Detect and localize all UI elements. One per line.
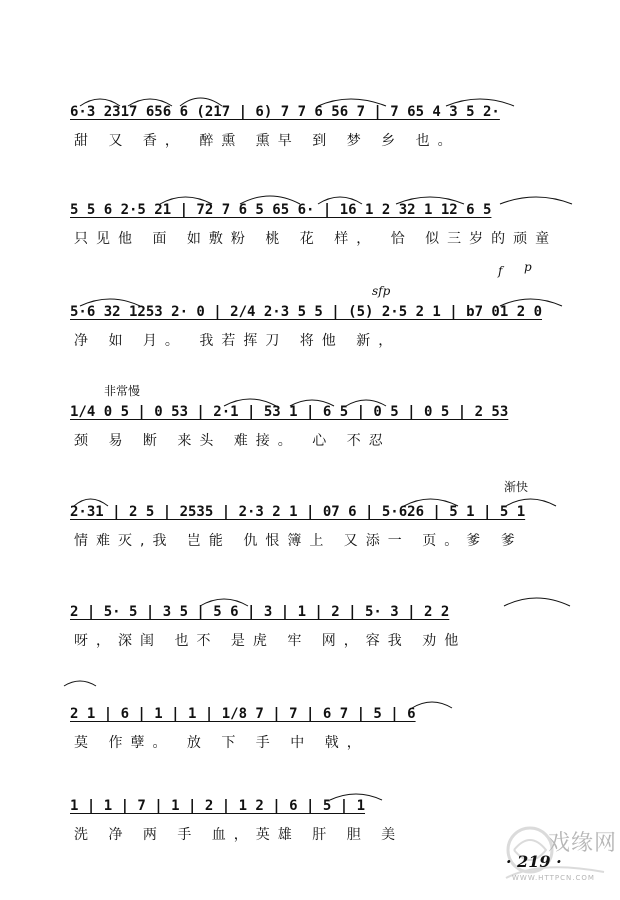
watermark-brand: 戏缘网 <box>548 831 618 856</box>
dynamic-f: f <box>498 264 503 278</box>
page-number: · 219 · <box>506 852 562 871</box>
notation-line: 5 5 6 2·5 21 | 72 7 6 5 65 6· | 16 1 2 32 1 12 6 5 <box>70 202 492 218</box>
lyric-line: 甜 又 香， 醉熏 熏早 到 梦 乡 也。 <box>74 133 460 149</box>
watermark-url: WWW.HTTPCN.COM <box>512 874 595 882</box>
dynamic-p: p <box>524 260 532 274</box>
lyric-line: 洗 净 两 手 血，英雄 肝 胆 美 <box>74 827 404 843</box>
lyric-line: 呀，深闺 也不 是虎 牢 网，容我 劝他 <box>74 633 467 649</box>
notation-line: 5·6 32 1253 2· 0 | 2/4 2·3 5 5 | (5) 2·5 2 1 | b7 01 2 0 <box>70 304 543 320</box>
lyric-line: 情难灭,我 岂能 仇恨簿上 又添一 页。爹 爹 <box>74 533 523 549</box>
score-row-2 <box>0 202 620 302</box>
notation-line: 2 1 | 6 | 1 | 1 | 1/8 7 | 7 | 6 7 | 5 | 6 <box>70 706 416 722</box>
notation-line: 1/4 0 5 | 0 53 | 2·1 | 53 1 | 6 5 | 0 5 | 0 5 | 2 53 <box>70 404 509 420</box>
lyric-line: 净 如 月。 我若挥刀 将他 新， <box>74 333 401 349</box>
lyric-line: 颈 易 断 来头 难接。 心 不忍 <box>74 433 391 449</box>
notation-line: 2 | 5· 5 | 3 5 | 5 6 | 3 | 1 | 2 | 5· 3 | 2 2 <box>70 604 450 620</box>
dynamic-sfp: sfp <box>372 284 391 298</box>
lyric-line: 只见他 面 如敷粉 桃 花 样， 恰 似三岁的顽童 <box>74 231 558 247</box>
tempo-marking: 渐快 <box>504 480 529 494</box>
tempo-marking: 非常慢 <box>104 384 141 398</box>
notation-line: 1 | 1 | 7 | 1 | 2 | 1 2 | 6 | 5 | 1 <box>70 798 366 814</box>
notation-line: 2·31 | 2 5 | 2535 | 2·3 2 1 | 07 6 | 5·626 | 5 1 | 5 1 <box>70 504 526 520</box>
lyric-line: 莫 作孽。 放 下 手 中 戟， <box>74 735 369 751</box>
notation-line: 6·3 2317 656 6 (217 | 6) 7 7 6 56 7 | 7 65 4 3 5 2· <box>70 104 500 120</box>
score-row-6 <box>0 604 620 704</box>
